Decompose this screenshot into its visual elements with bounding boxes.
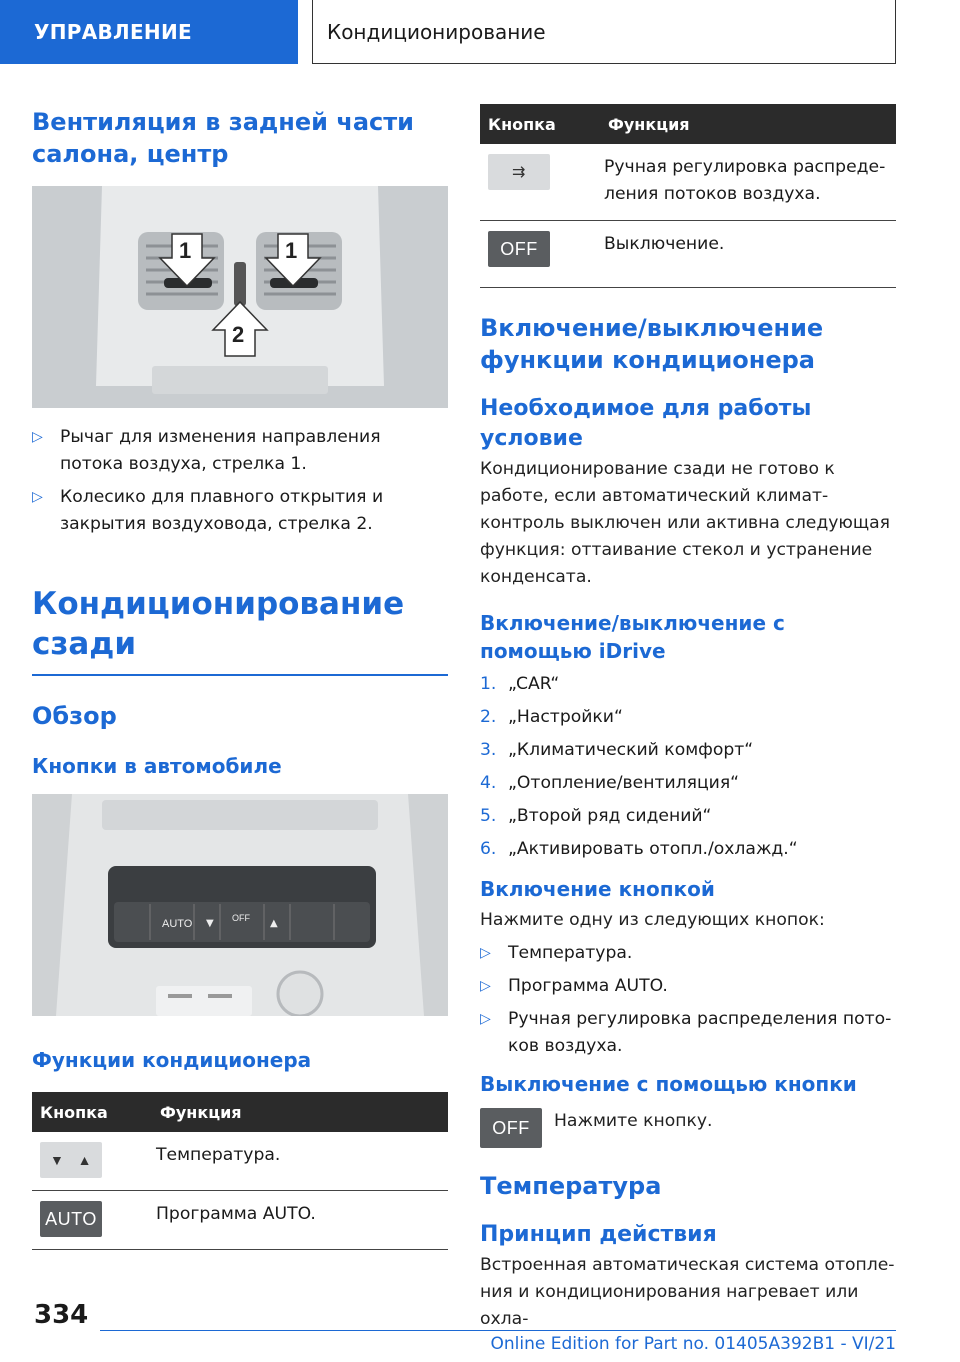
overview-title: Обзор bbox=[32, 702, 117, 730]
temperature-title: Температура bbox=[480, 1172, 662, 1200]
chapter-rule bbox=[32, 674, 448, 676]
footer-rule bbox=[100, 1330, 896, 1331]
functions-table-left bbox=[32, 1092, 448, 1250]
list-item: 3. „Климатический комфорт“ bbox=[480, 740, 754, 760]
list-item: ▷ Программа AUTO. bbox=[480, 973, 896, 1000]
button-off-title: Выключение с помощью кнопки bbox=[480, 1072, 857, 1096]
vent-bullet-list bbox=[32, 424, 448, 538]
arrow-label-1b: 1 bbox=[285, 238, 298, 263]
button-on-title: Включение кнопкой bbox=[480, 877, 715, 901]
col-header-function: Функция bbox=[156, 1092, 448, 1132]
list-item: 4. „Отопление/вентиляция“ bbox=[480, 773, 740, 793]
left-column bbox=[32, 100, 448, 1250]
off-button-icon: OFF bbox=[480, 1108, 542, 1148]
auto-button-icon: AUTO bbox=[40, 1201, 102, 1237]
button-on-text: Нажмите одну из следующих кнопок: bbox=[480, 910, 825, 930]
list-item: 2. „Настройки“ bbox=[480, 707, 623, 727]
list-item: ▷ Колесико для плавного открытия и закрытия воздуховода, стрелка 2. bbox=[32, 484, 448, 538]
triangle-bullet-icon: ▷ bbox=[32, 429, 43, 445]
control-panel-photo bbox=[32, 794, 448, 1016]
list-item: 5. „Второй ряд сидений“ bbox=[480, 806, 712, 826]
vent-section-title: Вентиляция в задней части салона, центр bbox=[32, 108, 414, 168]
precondition-title: Необходимое для работы условие bbox=[480, 396, 812, 451]
panel-auto-label: AUTO bbox=[162, 918, 193, 930]
function-text: Температура. bbox=[156, 1132, 448, 1191]
idrive-steps bbox=[480, 671, 896, 863]
triangle-bullet-icon: ▷ bbox=[480, 1011, 491, 1027]
list-item: 1. „CAR“ bbox=[480, 674, 560, 694]
arrow-label-1a: 1 bbox=[179, 238, 192, 263]
svg-text:▲: ▲ bbox=[270, 918, 278, 929]
chapter-title: Кондиционирование сзади bbox=[32, 586, 405, 662]
arrow-label-2: 2 bbox=[232, 322, 245, 347]
rear-vent-photo bbox=[32, 186, 448, 408]
triangle-bullet-icon: ▷ bbox=[480, 978, 491, 994]
table-row bbox=[32, 1191, 448, 1250]
table-row bbox=[480, 144, 896, 221]
list-item: 6. „Активировать отопл./охлажд.“ bbox=[480, 839, 798, 859]
control-panel-illustration bbox=[32, 794, 448, 1016]
precondition-text: Кондиционирование сзади не готово к работе, если автоматический климат-контроль выключен или активна следующая функция: оттаивание стекол и устранение конденсата. bbox=[480, 459, 890, 587]
triangle-bullet-icon: ▷ bbox=[480, 945, 491, 961]
section-tab: УПРАВЛЕНИЕ bbox=[0, 0, 298, 64]
function-text: Ручная регулировка распределения потоков воздуха. bbox=[604, 144, 896, 221]
principle-text: Встроенная автоматическая система отопления и кондиционирования нагревает или охла- bbox=[480, 1255, 895, 1329]
idrive-title: Включение/выключение с помощью iDrive bbox=[480, 611, 785, 663]
page-number: 334 bbox=[34, 1300, 89, 1330]
right-column bbox=[480, 100, 896, 1333]
edition-link[interactable]: Online Edition for Part no. 01405A392B1 - VI/21 bbox=[490, 1334, 896, 1354]
function-text: Программа AUTO. bbox=[156, 1191, 448, 1250]
principle-title: Принцип действия bbox=[480, 1222, 717, 1247]
list-item: ▷ Ручная регулировка распределения потоков воздуха. bbox=[480, 1006, 896, 1060]
button-on-list bbox=[480, 940, 896, 1060]
off-button-icon: OFF bbox=[488, 231, 550, 267]
buttons-title: Кнопки в автомобиле bbox=[32, 754, 282, 778]
button-off-text: Нажмите кнопку. bbox=[554, 1111, 713, 1131]
function-text: Выключение. bbox=[604, 221, 896, 288]
triangle-bullet-icon: ▷ bbox=[32, 489, 43, 505]
svg-text:▼: ▼ bbox=[206, 918, 214, 929]
col-header-button: Кнопка bbox=[32, 1092, 156, 1132]
table-row bbox=[32, 1132, 448, 1191]
panel-off-label: OFF bbox=[232, 913, 250, 923]
list-item: ▷ Температура. bbox=[480, 940, 896, 967]
chapter-header: Кондиционирование bbox=[312, 0, 896, 64]
air-distribution-icon: ⇉ bbox=[488, 154, 550, 190]
functions-title: Функции кондиционера bbox=[32, 1048, 312, 1072]
table-row bbox=[480, 221, 896, 288]
button-off-row bbox=[480, 1108, 896, 1148]
list-item: ▷ Рычаг для изменения направления потока воздуха, стрелка 1. bbox=[32, 424, 448, 478]
onoff-title: Включение/выключение функции кондиционера bbox=[480, 314, 824, 374]
col-header-function: Функция bbox=[604, 104, 896, 144]
rear-vent-illustration bbox=[32, 186, 448, 408]
temperature-arrows-icon: ▼ ▲ bbox=[40, 1142, 102, 1178]
functions-table-right bbox=[480, 104, 896, 288]
col-header-button: Кнопка bbox=[480, 104, 604, 144]
